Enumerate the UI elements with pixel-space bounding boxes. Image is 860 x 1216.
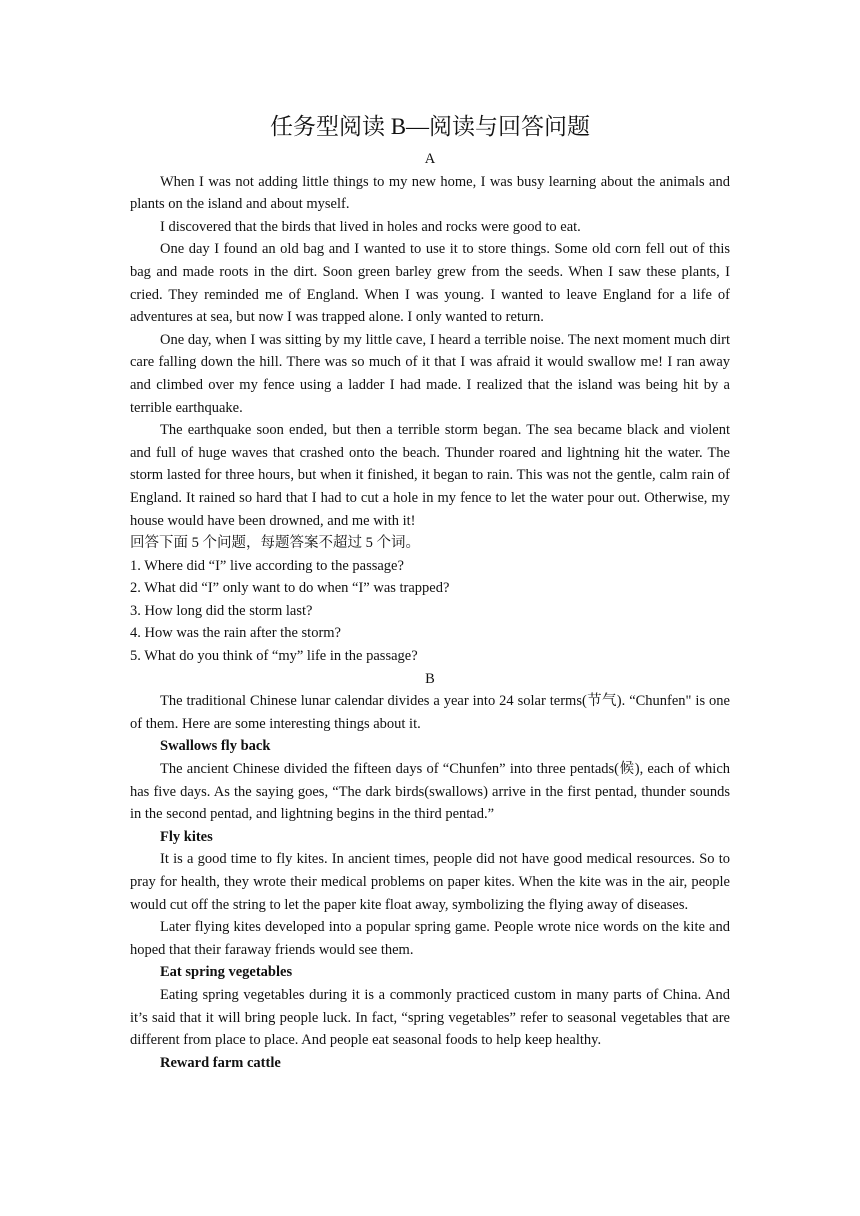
question-1: 1. Where did “I” live according to the passage? [130,557,404,574]
document-page [130,110,730,1074]
passage-a-paragraph-1: When I was not adding little things to my new home, I was busy learning about the animals and plants on the island and about myself. [130,173,730,213]
passage-b-kites-paragraph-2: Later flying kites developed into a popular spring game. People wrote nice words on the kite and hoped that their faraway friends would see them. [130,919,730,958]
question-2: 2. What did “I” only want to do when “I” was trapped? [130,580,450,597]
passage-a-paragraph-5: The earthquake soon ended, but then a terrible storm began. The sea became black and violent and full of huge waves that crashed onto the beach. Thunder roared and lightning hit the water. The storm lasted for three hours, but when it finished, it began to rain. This was not the gentle, calm rain of England. It rained so hard that I had to cut a hole in my fence to let the water pour out. Otherwise, my house would have been drowned, and me with it! [130,422,730,529]
subheading-swallows: Swallows fly back [160,738,271,755]
question-4: 4. How was the rain after the storm? [130,625,341,642]
section-a-label: A [424,151,436,167]
passage-a-paragraph-3: One day I found an old bag and I wanted to use it to store things. Some old corn fell out of this bag and made roots in the dirt. Soon green barley grew from the seeds. When I saw these plants, I cried. They reminded me of England. When I was young. I wanted to leave England for a life of adventures at sea, but now I was trapped alone. I only wanted to return. [130,241,730,326]
passage-b-vegetables-paragraph: Eating spring vegetables during it is a commonly practiced custom in many parts of China. And it’s said that it will bring people luck. In fact, “spring vegetables” refer to seasonal vegetables that are different from place to place. And people eat seasonal foods to help keep healthy. [130,986,730,1049]
passage-a-paragraph-2: I discovered that the birds that lived in holes and rocks were good to eat. [160,218,581,235]
subheading-vegetables: Eat spring vegetables [160,964,293,981]
passage-b-swallows-paragraph: The ancient Chinese divided the fifteen days of “Chunfen” into three pentads(候), each of which has five days. As the saying goes, “The dark birds(swallows) arrive in the first pentad, thunder sounds in the second pentad, and lightning begins in the third pentad.” [130,761,730,823]
section-b-label: B [425,670,435,687]
subheading-kites: Fly kites [160,828,213,845]
page-title: 任务型阅读 B—阅读与回答问题 [269,114,591,139]
passage-b-intro: The traditional Chinese lunar calendar divides a year into 24 solar terms(节气). “Chunfen" is one of them. Here are some interesting things about it. [130,693,730,732]
question-5: 5. What do you think of “my” life in the passage? [130,648,418,665]
passage-b-kites-paragraph-1: It is a good time to fly kites. In ancient times, people did not have good medical resources. So to pray for health, they wrote their medical problems on paper kites. When the kite was in the air, people would cut off the string to let the paper kite float away, symbolizing the flying away of diseases. [130,851,730,913]
question-3: 3. How long did the storm last? [130,602,313,619]
passage-a-paragraph-4: One day, when I was sitting by my little cave, I heard a terrible noise. The next moment much dirt care falling down the hill. There was so much of it that I was afraid it would swallow me! I ran away and climbed over my fence using a ladder I had made. I realized that the island was being hit by a terrible earthquake. [130,331,730,416]
subheading-cattle: Reward farm cattle [160,1054,281,1071]
question-instruction: 回答下面 5 个问题，每题答案不超过 5 个词。 [130,535,420,552]
